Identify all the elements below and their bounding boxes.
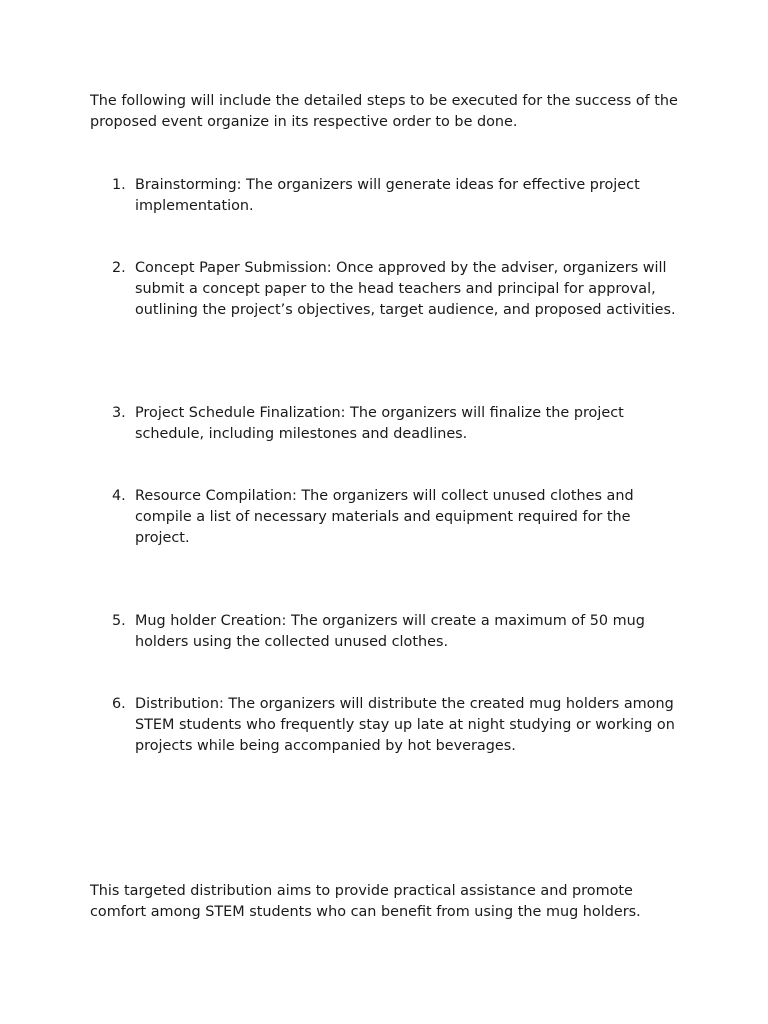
list-item-step-2 bbox=[90, 258, 690, 321]
step-number: 4. bbox=[112, 488, 126, 504]
list-item-step-1 bbox=[90, 175, 690, 217]
step-number: 1. bbox=[112, 177, 126, 193]
step-number: 3. bbox=[112, 405, 126, 421]
list-item-step-5 bbox=[90, 611, 690, 653]
step-number: 5. bbox=[112, 613, 126, 629]
step-text: Concept Paper Submission: Once approved by the adviser, organizers will submit a concept paper to the head teachers and principal for approval, outlining the project’s objectives, target audience, and proposed activities. bbox=[135, 260, 676, 318]
intro-paragraph: The following will include the detailed steps to be executed for the success of the proposed event organize in its respective order to be done. bbox=[90, 93, 678, 130]
step-number: 2. bbox=[112, 260, 126, 276]
list-item-step-3 bbox=[90, 403, 690, 445]
list-item-step-4 bbox=[90, 486, 690, 549]
step-text: Mug holder Creation: The organizers will create a maximum of 50 mug holders using the collected unused clothes. bbox=[135, 613, 645, 650]
step-text: Resource Compilation: The organizers will collect unused clothes and compile a list of necessary materials and equipment required for the project. bbox=[135, 488, 634, 546]
step-text: Distribution: The organizers will distribute the created mug holders among STEM students who frequently stay up late at night studying or working on projects while being accompanied by hot beverages. bbox=[135, 696, 675, 754]
list-item-step-6 bbox=[90, 694, 690, 757]
step-text: Brainstorming: The organizers will generate ideas for effective project implementation. bbox=[135, 177, 640, 214]
step-number: 6. bbox=[112, 696, 126, 712]
conclusion-paragraph: This targeted distribution aims to provide practical assistance and promote comfort among STEM students who can benefit from using the mug holders. bbox=[90, 883, 641, 920]
step-text: Project Schedule Finalization: The organizers will finalize the project schedule, including milestones and deadlines. bbox=[135, 405, 624, 442]
